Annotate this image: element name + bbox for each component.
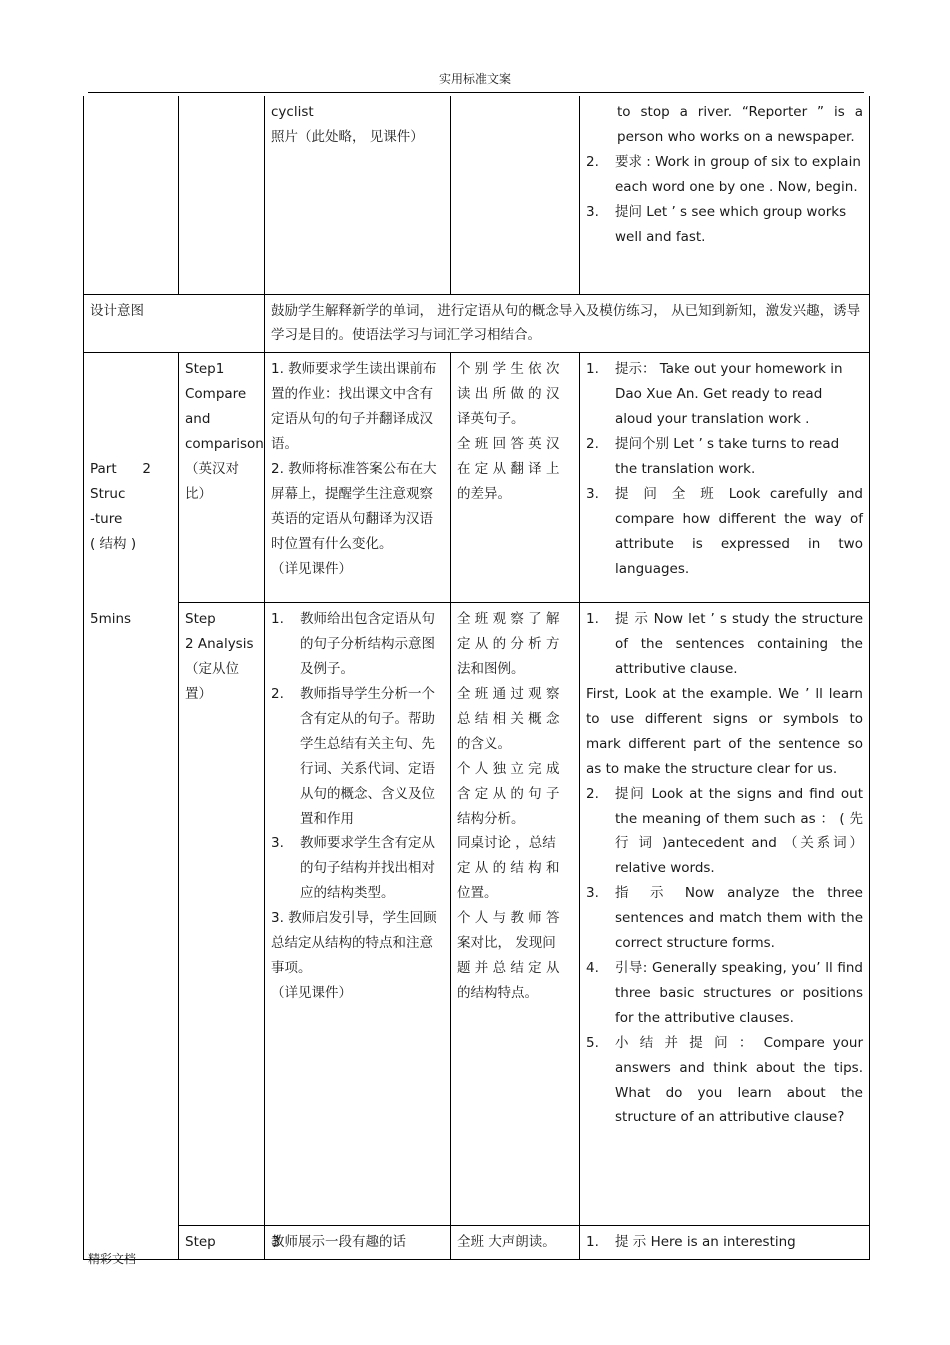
paragraph: 个 别 学 生 依 次 读 出 所 做 的 汉 译英句子。 [457,361,560,428]
cell-step1-student [451,353,580,603]
cell-step1-teacher [265,353,451,603]
list-item: 2. 提问 Look at the signs and find out the meaning of them such as ： ( 先 行 词 )antecedent and （关系词） relative words. [586,785,863,877]
table-row [84,353,870,603]
list-item: 1. 提 示 Here is an interesting [586,1234,796,1251]
paragraph: 全 班 通 过 观 察 总 结 相 关 概 念 的含义。 [457,686,560,752]
intent-label: 设计意图 [84,294,265,353]
list-item: 4. 引导: Generally speaking, you’ ll find three basic structures or positions for the attributive clauses. [586,960,863,1026]
list-item: 3. 指 示 Now analyze the three sentences and match them with the correct structure forms. [586,885,863,952]
cell-step2-tips [580,603,870,1226]
cell-step3-name: Step 3 [179,1226,265,1260]
cell-part-empty [84,96,179,294]
cell-step2-name: Step 2 Analysis （定从位置） [179,603,265,1226]
intent-text: 鼓励学生解释新学的单词， 进行定语从句的概念导入及模仿练习， 从已知到新知，激发兴趣，诱导学习是目的。使语法学习与词汇学习相结合。 [265,294,870,353]
cell-step2-teacher [265,603,451,1226]
paragraph: First, Look at the example. We ’ ll learn to use different signs or symbols to mark different part of the sentence so as to make the structure clear for us. [586,686,863,777]
list-item: 1. 提示： Take out your homework in Dao Xue An. Get ready to read aloud your translation work . [586,361,843,428]
page-footer: 精彩文档 [88,1252,137,1266]
cell-step3-teacher: 教师展示一段有趣的话 [265,1226,451,1260]
cell-step2-student [451,603,580,1226]
paragraph: 同桌讨论 ，总结 定 从 的 结 构 和 位置。 [457,835,560,902]
cell-part-time: 5mins [84,603,179,1226]
list-item: 2. 要求 : Work in group of six to explain each word one by one . Now, begin. [586,153,861,195]
cell-step-empty [179,96,265,294]
paragraph: 1. 教师要求学生读出课前布置的作业：找出课文中含有定语从句的句子并翻译成汉语。 [271,361,437,453]
page-header: 实用标准文案 [438,72,511,86]
cell-student-empty [451,96,580,294]
text-line: Step1 [185,361,225,378]
teacher-list [271,607,444,906]
tips-list [586,357,863,581]
paragraph: 3. 教师启发引导，学生回顾总结定从结构的特点和注意事项。 [271,910,437,976]
table-row [84,1226,870,1260]
tips-list [586,782,863,1131]
cell-tips-top [580,96,870,294]
text-line: cyclist [271,104,314,120]
cell-step3-student: 全班 大声朗读。 [451,1226,580,1260]
tips-continued: to stop a river. “Reporter ” is a person who works on a newspaper. [617,104,863,145]
lesson-plan-table [83,96,870,1260]
text-line: -ture [90,511,123,528]
cell-step3-tips [580,1226,870,1260]
list-item: 5. 小 结 并 提 问 ： Compare your answers and think about the tips. What do you learn about the structure of an attributive clause? [586,1034,863,1126]
text-line: comparison [185,436,264,453]
note: （详见课件） [271,984,352,1001]
paragraph: 2. 教师将标准答案公布在大屏幕上，提醒学生注意观察英语的定语从句翻译为汉语时位置有什么变化。 [271,460,437,552]
text-line: ( 结构 ) [90,536,137,553]
paragraph: 个 人 与 教 师 答 案对比， 发现问 题 并 总 结 定 从 的结构特点。 [457,910,560,1001]
paragraph: 全 班 回 答 英 汉 在 定 从 翻 译 上 的差异。 [457,436,560,502]
text-line: Part 2 [90,461,151,478]
cell-step1-tips [580,353,870,603]
header-rule [88,92,864,93]
note: （详见课件） [271,560,352,577]
tips-list [586,150,863,250]
paragraph: 个 人 独 立 完 成 含 定 从 的 句 子 结构分析。 [457,760,560,827]
list-item: 1. 教师给出包含定语从句的句子分析结构示意图及例子。 [271,611,435,678]
text-line: Struc [90,486,126,503]
cell-part-label [84,353,179,603]
tips-list [586,607,863,682]
table-row [84,603,870,1226]
cell-teacher-top [265,96,451,294]
paragraph: 全 班 观 察 了 解 定 从 的 分 析 方 法和图例。 [457,611,560,678]
table-row [84,294,870,353]
tips-list [586,1230,863,1255]
list-item: 2. 教师指导学生分析一个含有定从的句子。帮助学生总结有关主句、先行词、关系代词、定语从句的概念、含义及位置和作用 [271,686,435,827]
text-line: Compare and [185,386,247,428]
list-item: 2. 提问个别 Let ’ s take turns to read the translation work. [586,436,840,477]
text-line: 照片（此处略， 见课件） [271,128,424,145]
list-item: 1. 提 示 Now let ’ s study the structure of the sentences containing the attributive clause. [586,611,863,678]
table-row [84,96,870,294]
text-line: （英汉对比） [185,460,239,502]
list-item: 3. 提问 Let ’ s see which group works well and fast. [586,203,847,245]
list-item: 3. 教师要求学生含有定从的句子结构并找出相对应的结构类型。 [271,835,435,902]
list-item: 3. 提 问 全 班 Look carefully and compare how different the way of attribute is expressed in two languages. [586,485,863,577]
cell-step1-name [179,353,265,603]
